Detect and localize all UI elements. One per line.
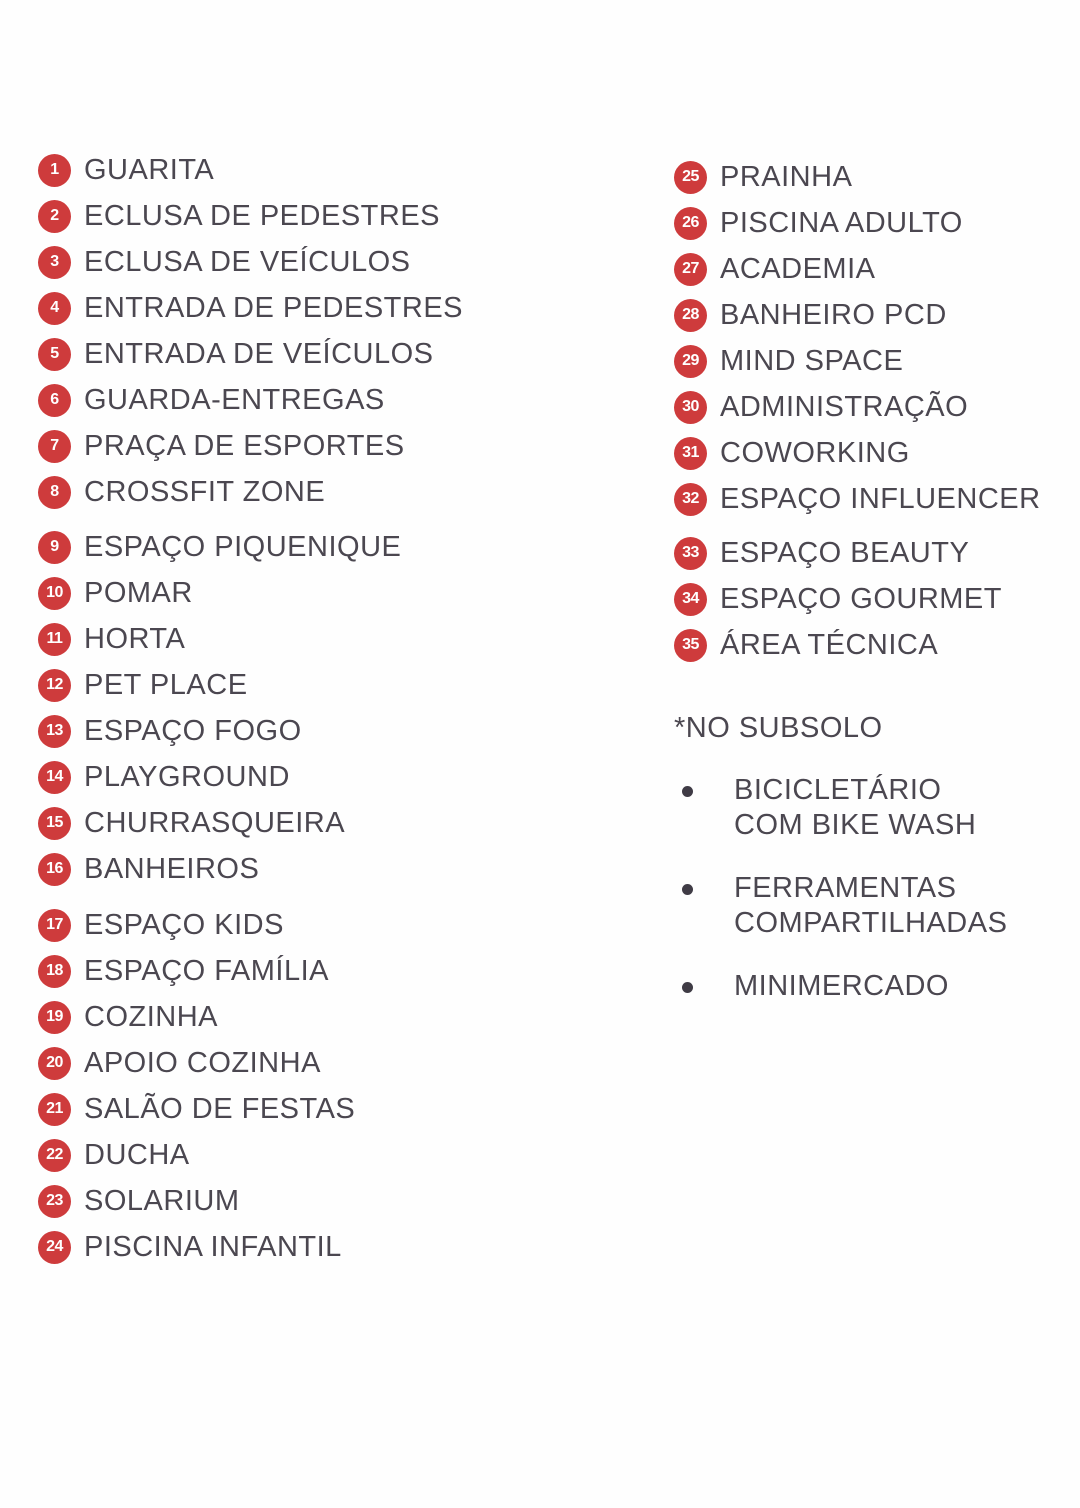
- subsolo-section: [674, 712, 1074, 1004]
- item-number-badge: 12: [38, 669, 71, 702]
- item-number-badge: 19: [38, 1001, 71, 1034]
- subsolo-bullet-item: [674, 871, 1074, 941]
- item-label: PISCINA ADULTO: [720, 206, 963, 239]
- item-label: CHURRASQUEIRA: [84, 806, 346, 839]
- item-number-badge: 15: [38, 807, 71, 840]
- legend-item: [674, 384, 1074, 430]
- item-label: PRAINHA: [720, 160, 853, 193]
- legend-item: [38, 902, 638, 948]
- legend-item: [38, 193, 638, 239]
- legend-item: [38, 377, 638, 423]
- bullet-label: [734, 969, 949, 1004]
- bullet-icon: [682, 786, 693, 797]
- legend-item: [38, 1224, 638, 1270]
- legend-item: [38, 708, 638, 754]
- bullet-label: [734, 871, 1007, 941]
- legend-item: [674, 200, 1074, 246]
- item-number-badge: 29: [674, 345, 707, 378]
- item-number-badge: 1: [38, 154, 71, 187]
- legend-item: [38, 239, 638, 285]
- item-number-badge: 32: [674, 483, 707, 516]
- legend-item: [38, 147, 638, 193]
- item-number-badge: 13: [38, 715, 71, 748]
- item-number-badge: 14: [38, 761, 71, 794]
- item-label: ENTRADA DE VEÍCULOS: [84, 337, 434, 370]
- item-number-badge: 18: [38, 955, 71, 988]
- legend-column-left: [38, 147, 638, 1270]
- item-label: HORTA: [84, 622, 186, 655]
- bullet-label-line: COMPARTILHADAS: [734, 907, 1008, 939]
- item-label: MIND SPACE: [720, 344, 904, 377]
- item-number-badge: 2: [38, 200, 71, 233]
- item-number-badge: 27: [674, 253, 707, 286]
- item-label: ESPAÇO BEAUTY: [720, 536, 970, 569]
- item-number-badge: 34: [674, 583, 707, 616]
- item-number-badge: 24: [38, 1231, 71, 1264]
- legend-item: [38, 616, 638, 662]
- item-number-badge: 20: [38, 1047, 71, 1080]
- legend-item: [674, 292, 1074, 338]
- item-label: DUCHA: [84, 1138, 190, 1171]
- item-label: COZINHA: [84, 1000, 218, 1033]
- legend-item: [38, 948, 638, 994]
- legend-item: [38, 754, 638, 800]
- item-label: ESPAÇO GOURMET: [720, 582, 1002, 615]
- legend-item: [674, 338, 1074, 384]
- legend-item: [38, 994, 638, 1040]
- item-label: ESPAÇO FOGO: [84, 714, 302, 747]
- subsolo-bullet-item: [674, 773, 1074, 843]
- item-number-badge: 5: [38, 338, 71, 371]
- legend-item: [674, 576, 1074, 622]
- legend-column-right: [674, 154, 1074, 1004]
- bullet-label-line: MINIMERCADO: [734, 970, 949, 1002]
- legend-item: [674, 530, 1074, 576]
- legend-item: [38, 662, 638, 708]
- legend-item: [38, 1132, 638, 1178]
- item-label: APOIO COZINHA: [84, 1046, 321, 1079]
- item-number-badge: 23: [38, 1185, 71, 1218]
- subsolo-bullet-list: [674, 773, 1074, 1004]
- bullet-label-line: BICICLETÁRIO: [734, 774, 942, 806]
- item-number-badge: 33: [674, 537, 707, 570]
- item-number-badge: 35: [674, 629, 707, 662]
- item-label: ESPAÇO PIQUENIQUE: [84, 530, 402, 563]
- item-label: ECLUSA DE VEÍCULOS: [84, 245, 411, 278]
- legend-item: [38, 331, 638, 377]
- legend-item: [674, 246, 1074, 292]
- item-number-badge: 16: [38, 853, 71, 886]
- item-label: ESPAÇO INFLUENCER: [720, 482, 1041, 515]
- legend-item: [38, 1178, 638, 1224]
- item-label: ESPAÇO KIDS: [84, 908, 284, 941]
- bullet-icon: [682, 884, 693, 895]
- legend-item: [38, 469, 638, 515]
- legend-item: [674, 476, 1074, 522]
- legend-item: [38, 570, 638, 616]
- item-label: PET PLACE: [84, 668, 248, 701]
- item-label: ACADEMIA: [720, 252, 876, 285]
- legend-item: [674, 430, 1074, 476]
- item-number-badge: 25: [674, 161, 707, 194]
- item-number-badge: 17: [38, 909, 71, 942]
- item-label: POMAR: [84, 576, 193, 609]
- item-label: PLAYGROUND: [84, 760, 290, 793]
- item-label: SALÃO DE FESTAS: [84, 1092, 356, 1125]
- item-number-badge: 10: [38, 577, 71, 610]
- item-number-badge: 26: [674, 207, 707, 240]
- subsolo-bullet-item: [674, 969, 1074, 1004]
- legend-item: [38, 800, 638, 846]
- item-label: PRAÇA DE ESPORTES: [84, 429, 405, 462]
- item-label: ESPAÇO FAMÍLIA: [84, 954, 329, 987]
- item-label: ADMINISTRAÇÃO: [720, 390, 969, 423]
- item-label: BANHEIROS: [84, 852, 260, 885]
- item-label: ENTRADA DE PEDESTRES: [84, 291, 464, 324]
- item-label: CROSSFIT ZONE: [84, 475, 326, 508]
- bullet-icon: [682, 982, 693, 993]
- item-label: GUARITA: [84, 153, 215, 186]
- item-label: BANHEIRO PCD: [720, 298, 947, 331]
- legend-item: [38, 1086, 638, 1132]
- item-number-badge: 21: [38, 1093, 71, 1126]
- subsolo-title: *NO SUBSOLO: [674, 712, 883, 744]
- bullet-label-line: COM BIKE WASH: [734, 809, 977, 841]
- item-label: PISCINA INFANTIL: [84, 1230, 342, 1263]
- legend-item: [674, 622, 1074, 668]
- item-label: ÁREA TÉCNICA: [720, 628, 939, 661]
- legend-item: [38, 1040, 638, 1086]
- item-number-badge: 9: [38, 531, 71, 564]
- legend-item: [38, 285, 638, 331]
- item-label: COWORKING: [720, 436, 910, 469]
- legend-item: [38, 846, 638, 892]
- legend-item: [674, 154, 1074, 200]
- item-number-badge: 11: [38, 623, 71, 656]
- bullet-label: [734, 773, 976, 843]
- item-label: SOLARIUM: [84, 1184, 240, 1217]
- item-number-badge: 31: [674, 437, 707, 470]
- item-label: GUARDA-ENTREGAS: [84, 383, 385, 416]
- item-number-badge: 4: [38, 292, 71, 325]
- legend-item: [38, 524, 638, 570]
- item-number-badge: 22: [38, 1139, 71, 1172]
- item-number-badge: 8: [38, 476, 71, 509]
- legend-item: [38, 423, 638, 469]
- bullet-label-line: FERRAMENTAS: [734, 872, 957, 904]
- item-label: ECLUSA DE PEDESTRES: [84, 199, 440, 232]
- item-number-badge: 7: [38, 430, 71, 463]
- item-number-badge: 6: [38, 384, 71, 417]
- item-number-badge: 3: [38, 246, 71, 279]
- item-number-badge: 28: [674, 299, 707, 332]
- item-number-badge: 30: [674, 391, 707, 424]
